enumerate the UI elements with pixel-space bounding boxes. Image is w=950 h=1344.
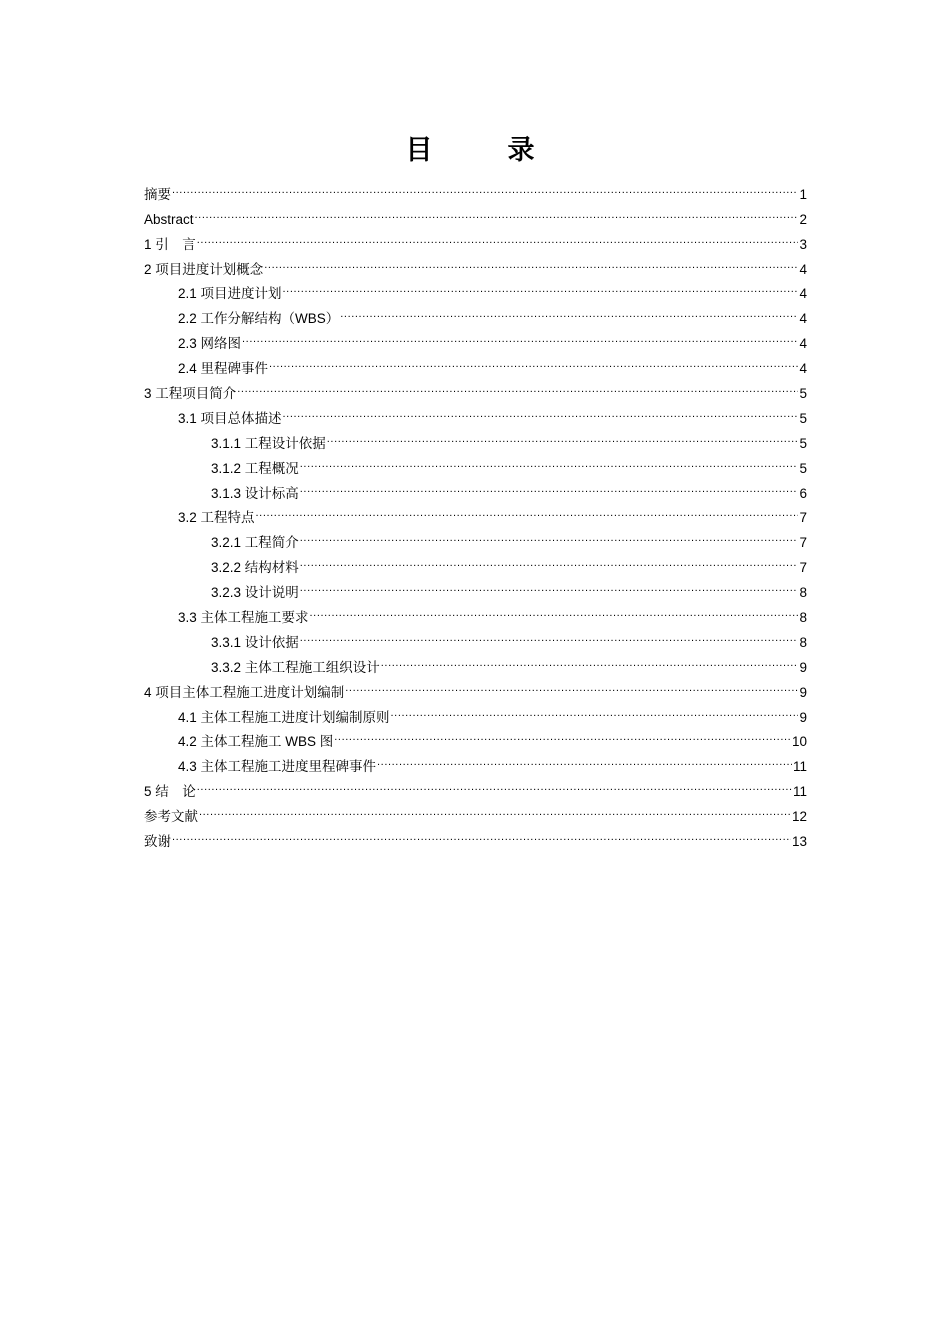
toc-leader-dots [300,622,799,647]
toc-entry-label: 1 引 言 [144,236,196,252]
toc-entry[interactable] [144,373,807,402]
toc-entry-label: 5 结 论 [144,784,196,800]
toc-entry-page: 4 [799,311,807,327]
toc-leader-dots [300,473,799,498]
toc-entry-page: 8 [799,610,807,626]
toc-entry[interactable] [144,771,807,800]
toc-entry-label: 2.4 里程碑事件 [178,361,269,377]
toc-entry[interactable] [144,224,807,252]
toc-entry-page: 11 [792,759,807,775]
toc-entry-label: 3.2.1 工程简介 [211,535,299,551]
toc-entry-page: 5 [799,435,807,451]
toc-entry-label: 3.1.3 设计标高 [211,485,299,501]
toc-leader-dots [327,423,799,448]
toc-entry-label: 3.1.2 工程概况 [211,460,299,476]
toc-leader-dots [334,722,791,747]
toc-list [144,174,807,850]
toc-entry-label: 4.3 主体工程施工进度里程碑事件 [178,759,377,775]
toc-entry-label: 3.2.2 结构材料 [211,560,299,576]
toc-entry[interactable] [144,323,807,352]
toc-entry[interactable] [144,398,807,426]
toc-entry-label: 3.1.1 工程设计依据 [211,435,326,451]
toc-entry-page: 8 [799,634,807,650]
toc-entry-page: 12 [791,809,807,825]
toc-entry-label: 3.3 主体工程施工要求 [178,610,309,626]
toc-entry-page: 5 [799,386,807,402]
toc-entry-page: 9 [799,709,807,725]
toc-entry-page: 1 [799,186,807,202]
toc-entry-label: 3.3.1 设计依据 [211,634,299,650]
toc-leader-dots [172,821,791,846]
toc-entry-page: 4 [799,261,807,277]
toc-entry-page: 5 [799,410,807,426]
toc-leader-dots [377,746,792,771]
toc-leader-dots [345,672,798,697]
toc-entry-page: 9 [799,684,807,700]
toc-entry-label: Abstract [144,211,194,227]
toc-leader-dots [310,597,799,622]
toc-leader-dots [197,224,799,249]
toc-title: 目 录 [405,135,559,166]
toc-entry-label: 4 项目主体工程施工进度计划编制 [144,684,345,700]
toc-entry-page: 10 [791,734,807,750]
toc-entry-label: 3.2 工程特点 [178,510,255,526]
toc-entry-page: 4 [799,336,807,352]
toc-entry-label: 4.1 主体工程施工进度计划编制原则 [178,709,390,725]
toc-leader-dots [283,398,799,423]
toc-entry-page: 7 [799,560,807,576]
toc-entry-label: 4.2 主体工程施工 WBS 图 [178,734,334,750]
toc-entry-label: 2.1 项目进度计划 [178,286,282,302]
toc-entry-page: 4 [799,286,807,302]
toc-entry-label: 3.3.2 主体工程施工组织设计 [211,659,380,675]
toc-entry-page: 2 [799,211,807,227]
toc-leader-dots [242,323,798,348]
toc-entry-label: 致谢 [144,834,171,850]
toc-entry-page: 7 [799,535,807,551]
toc-leader-dots [300,522,799,547]
toc-leader-dots [300,572,799,597]
toc-entry-page: 11 [792,784,807,800]
toc-leader-dots [391,697,799,722]
toc-entry-page: 3 [799,236,807,252]
toc-leader-dots [264,249,798,274]
toc-entry[interactable] [144,199,807,227]
toc-entry-label: 2.3 网络图 [178,336,242,352]
toc-entry-label: 2 项目进度计划概念 [144,261,264,277]
toc-leader-dots [300,448,799,473]
toc-leader-dots [237,373,798,398]
toc-leader-dots [381,647,799,672]
toc-entry-page: 6 [799,485,807,501]
toc-leader-dots [269,348,798,373]
toc-leader-dots [256,498,799,523]
toc-entry-label: 参考文献 [144,809,198,825]
toc-entry-page: 8 [799,585,807,601]
toc-entry-page: 5 [799,460,807,476]
toc-leader-dots [195,199,799,224]
toc-leader-dots [283,274,799,299]
toc-leader-dots [300,547,799,572]
toc-entry-page: 9 [799,659,807,675]
toc-entry[interactable] [144,796,807,825]
toc-entry-page: 13 [791,834,807,850]
toc-entry-label: 3.1 项目总体描述 [178,410,282,426]
toc-entry-label: 摘要 [144,186,171,202]
toc-entry-label: 2.2 工作分解结构（WBS） [178,311,340,327]
toc-entry[interactable] [144,249,807,277]
toc-leader-dots [199,796,791,821]
toc-entry-label: 3 工程项目简介 [144,386,237,402]
toc-entry[interactable] [144,174,807,202]
toc-entry-page: 7 [799,510,807,526]
toc-leader-dots [340,298,798,323]
toc-entry[interactable] [144,348,807,377]
toc-leader-dots [197,771,792,796]
toc-entry-page: 4 [799,361,807,377]
toc-entry[interactable] [144,821,807,850]
toc-entry-label: 3.2.3 设计说明 [211,585,299,601]
toc-leader-dots [172,174,798,199]
